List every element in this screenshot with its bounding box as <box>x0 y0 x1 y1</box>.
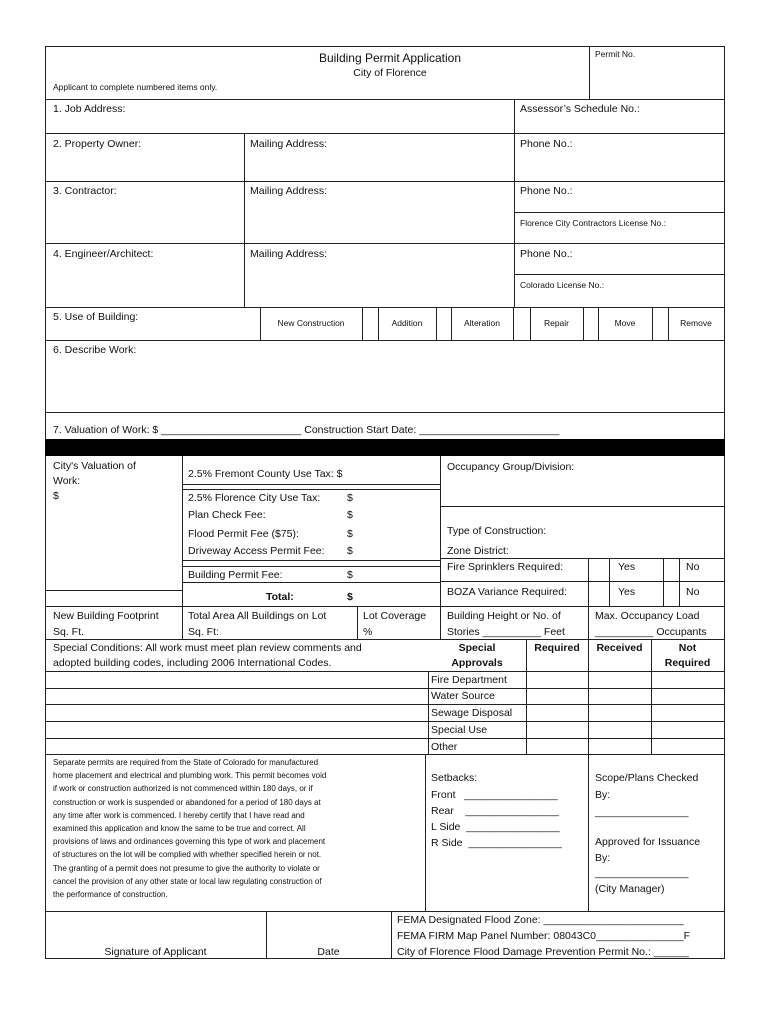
legal-line: of structures on the lot will be complied with whether specified herein or not. <box>53 850 322 860</box>
fema-map-panel: FEMA FIRM Map Panel Number: 08043C0_______________F <box>397 930 691 942</box>
scope-checked-line: ________________ <box>595 806 689 818</box>
occupancy-group-label: Occupancy Group/Division: <box>447 461 575 473</box>
county-use-tax-label: 2.5% Fremont County Use Tax: $ <box>188 468 343 480</box>
legal-line: the performance of construction. <box>53 890 168 900</box>
legal-line: home placement and electrical and plumbing work. This permit becomes void <box>53 771 327 781</box>
flood-prevention-permit: City of Florence Flood Damage Prevention Permit No.: ______ <box>397 946 689 958</box>
fire-sprinklers-label: Fire Sprinklers Required: <box>447 561 564 573</box>
assessor-label: Assessor’s Schedule No.: <box>520 103 640 115</box>
city-valuation-label-1: City's Valuation of <box>53 460 136 472</box>
legal-line: provisions of laws and ordinances governing this type of work and placement <box>53 837 326 847</box>
owner-phone-label: Phone No.: <box>520 138 573 150</box>
approved-issuance-label: Approved for Issuance <box>595 836 701 848</box>
approval-other: Other <box>431 741 458 753</box>
setback-front: Front ________________ <box>431 789 558 801</box>
sprinklers-no: No <box>686 561 700 573</box>
contractor-label: 3. Contractor: <box>53 185 117 197</box>
legal-line: examined this application and know the same to be true and correct. All <box>53 824 306 834</box>
construction-type-label: Type of Construction: <box>447 525 547 537</box>
engineer-mailing-label: Mailing Address: <box>250 248 328 260</box>
special-approvals-header-2: Approvals <box>451 657 503 669</box>
required-header: Required <box>534 642 580 654</box>
contractor-mailing-label: Mailing Address: <box>250 185 328 197</box>
owner-mailing-label: Mailing Address: <box>250 138 328 150</box>
received-header: Received <box>596 642 643 654</box>
approval-fire-department: Fire Department <box>431 674 507 686</box>
approval-sewage-disposal: Sewage Disposal <box>431 707 513 719</box>
lot-coverage-label-1: Lot Coverage <box>363 610 427 622</box>
approved-issuance-line: ________________ <box>595 867 689 879</box>
section-divider-bar <box>45 439 725 456</box>
setbacks-title: Setbacks: <box>431 772 478 784</box>
legal-line: The granting of a permit does not presume to give the authority to violate or <box>53 863 320 873</box>
driveway-permit-dollar: $ <box>347 545 353 557</box>
use-alteration: Alteration <box>464 318 500 328</box>
city-valuation-label-2: Work: <box>53 475 81 487</box>
total-area-label-2: Sq. Ft: <box>188 626 219 638</box>
setback-left-side: L Side ________________ <box>431 821 560 833</box>
legal-statement <box>53 756 423 901</box>
form-subtitle: City of Florence <box>353 67 427 79</box>
special-conditions-line-2: adopted building codes, including 2006 International Codes. <box>53 657 332 669</box>
setback-right-side: R Side ________________ <box>431 837 562 849</box>
not-required-header-1: Not <box>678 642 697 654</box>
sprinklers-yes: Yes <box>618 561 636 573</box>
fema-flood-zone: FEMA Designated Flood Zone: ________________________ <box>397 914 684 926</box>
contractor-license-label: Florence City Contractors License No.: <box>520 218 666 228</box>
footprint-label-1: New Building Footprint <box>53 610 159 622</box>
use-repair: Repair <box>543 318 570 328</box>
special-conditions-line-1: Special Conditions: All work must meet plan review comments and <box>53 642 362 654</box>
property-owner-label: 2. Property Owner: <box>53 138 142 150</box>
scope-checked-by: By: <box>595 789 611 801</box>
building-permit-label: Building Permit Fee: <box>188 569 283 581</box>
contractor-phone-label: Phone No.: <box>520 185 573 197</box>
setback-rear: Rear ________________ <box>431 805 559 817</box>
valuation-line: 7. Valuation of Work: $ ________________________ Construction Start Date: ________________________ <box>53 424 560 436</box>
building-height-label-1: Building Height or No. of <box>447 610 561 622</box>
city-use-tax-dollar: $ <box>347 492 353 504</box>
engineer-phone-label: Phone No.: <box>520 248 573 260</box>
legal-line: any time after work is commenced. I hereby certify that I have read and <box>53 810 305 820</box>
driveway-permit-label: Driveway Access Permit Fee: <box>188 545 325 557</box>
flood-permit-label: Flood Permit Fee ($75): <box>188 528 299 540</box>
approval-special-use: Special Use <box>431 724 488 736</box>
total-area-label-1: Total Area All Buildings on Lot <box>188 610 327 622</box>
use-of-building-label: 5. Use of Building: <box>53 311 139 323</box>
applicant-note: Applicant to complete numbered items only. <box>53 82 218 92</box>
use-addition: Addition <box>391 318 423 328</box>
use-remove: Remove <box>680 318 712 328</box>
approval-water-source: Water Source <box>431 690 495 702</box>
max-occupancy-label-1: Max. Occupancy Load <box>595 610 700 622</box>
boza-variance-label: BOZA Variance Required: <box>447 586 568 598</box>
signature-of-applicant: Signature of Applicant <box>104 946 207 958</box>
special-approvals-header-1: Special <box>458 642 496 654</box>
use-move: Move <box>614 318 636 328</box>
legal-line: construction or work is suspended or abandoned for a period of 180 days at <box>53 797 321 807</box>
total-dollar: $ <box>347 591 353 603</box>
permit-no-label: Permit No. <box>595 49 636 59</box>
engineer-label: 4. Engineer/Architect: <box>53 248 154 260</box>
legal-line: Separate permits are required from the State of Colorado for manufactured <box>53 758 319 767</box>
lot-coverage-label-2: % <box>363 626 373 638</box>
not-required-header-2: Required <box>664 657 711 669</box>
legal-line: cancel the provision of any other state or local law regulating construction of <box>53 876 322 886</box>
zone-district-label: Zone District: <box>447 545 509 557</box>
scope-checked-label: Scope/Plans Checked <box>595 772 699 784</box>
colorado-license-label: Colorado License No.: <box>520 280 605 290</box>
city-valuation-dollar: $ <box>53 490 59 502</box>
boza-yes: Yes <box>618 586 636 598</box>
describe-work-label: 6. Describe Work: <box>53 344 137 356</box>
approved-issuance-by: By: <box>595 852 611 864</box>
flood-permit-dollar: $ <box>347 528 353 540</box>
plan-check-label: Plan Check Fee: <box>188 509 266 521</box>
boza-no: No <box>686 586 700 598</box>
footprint-label-2: Sq. Ft. <box>53 626 84 638</box>
form-title: Building Permit Application <box>318 51 462 65</box>
use-new-construction: New Construction <box>277 318 345 328</box>
plan-check-dollar: $ <box>347 509 353 521</box>
job-address-label: 1. Job Address: <box>53 103 126 115</box>
building-permit-dollar: $ <box>347 569 353 581</box>
total-label: Total: <box>266 591 294 603</box>
building-height-label-2: Stories __________ Feet <box>447 626 565 638</box>
city-manager-label: (City Manager) <box>595 883 665 895</box>
date-label: Date <box>317 946 340 958</box>
city-use-tax-label: 2.5% Florence City Use Tax: <box>188 492 321 504</box>
max-occupancy-label-2: __________ Occupants <box>595 626 707 638</box>
legal-line: if work or construction authorized is not commenced within 180 days, or if <box>53 784 313 794</box>
